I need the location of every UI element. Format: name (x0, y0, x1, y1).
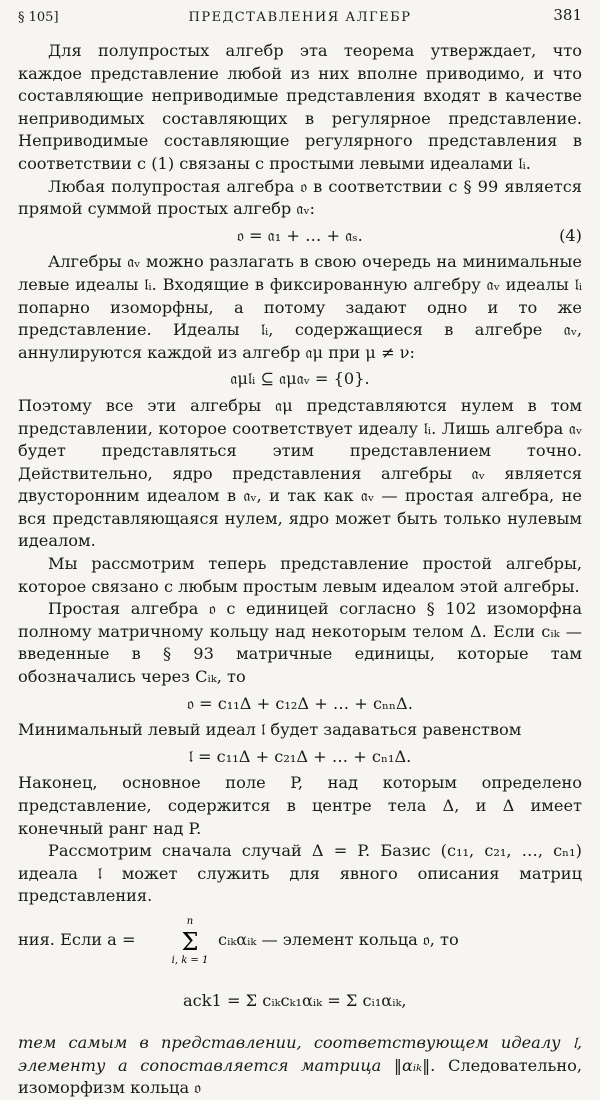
paragraph: Наконец, основное поле P, над которым определено представление, содержится в центре тела Δ, и Δ имеет конечный ранг над P. (18, 773, 582, 838)
formula-sum (18, 972, 582, 1030)
formula: 𝔬 = c₁₁Δ + c₁₂Δ + … + cₙₙΔ. (187, 693, 413, 713)
page-body (18, 40, 582, 1100)
paragraph: Рассмотрим сначала случай Δ = P. Базис (c₁₁, c₂₁, …, cₙ₁) идеала 𝔩 может служить для явного описания матриц представления. (18, 841, 582, 906)
running-title: ПРЕДСТАВЛЕНИЯ АЛГЕБР (188, 10, 412, 25)
paragraph: Алгебры 𝔞ᵥ можно разлагать в свою очередь на минимальные левые идеалы 𝔩ᵢ. Входящие в фиксированную алгебру 𝔞ᵥ идеалы 𝔩ᵢ попарно изоморфны, а потому задают одно и то же представление. Идеалы 𝔩ᵢ, содержащиеся в алгебре 𝔞ᵥ, аннулируются каждой из алгебр 𝔞μ при μ ≠ ν: (18, 252, 582, 362)
paragraph: Минимальный левый идеал 𝔩 будет задаваться равенством (18, 720, 522, 740)
section-ref: § 105] (18, 10, 59, 25)
sum-rest-text: cᵢₖαᵢₖ — элемент кольца 𝔬, то (218, 929, 459, 949)
sigma-symbol: Σ (181, 927, 199, 956)
formula-4 (18, 225, 582, 248)
equation-number: (4) (559, 225, 582, 245)
sum-upper: n (186, 915, 194, 927)
formula-text: ack1 = Σ cᵢₖcₖ₁αᵢₖ = Σ cᵢ₁αᵢₖ, (183, 990, 407, 1010)
formula-text: 𝔬 = 𝔞₁ + … + 𝔞ₛ. (237, 225, 363, 245)
sum-lead-text: ния. Если a = (18, 929, 136, 949)
paragraph: Поэтому все эти алгебры 𝔞μ представляются нулем в том представлении, которое соответствует идеалу 𝔩ᵢ. Лишь алгебра 𝔞ᵥ будет представляться этим представлением точно. Действительно, ядро представления алгебры 𝔞ᵥ является двусторонним идеалом в 𝔞ᵥ, и так как 𝔞ᵥ — простая алгебра, не вся представляющаяся нулем, ядро может быть только нулевым идеалом. (18, 395, 582, 551)
paragraph: Мы рассмотрим теперь представление простой алгебры, которое связано с любым простым левым идеалом этой алгебры. (18, 554, 582, 596)
plain-text: Следовательно, изоморфизм кольца 𝔬 (18, 1055, 582, 1098)
page-number: 381 (553, 6, 582, 24)
formula: 𝔞μ𝔩ᵢ ⊆ 𝔞μ𝔞ᵥ = {0}. (230, 369, 370, 389)
page-header (18, 6, 582, 30)
sum-lower: i, k = 1 (171, 954, 209, 966)
italic-text: тем самым в представлении, соответствующем идеалу 𝔩, элементу a сопоставляется матрица ‖αᵢₖ‖. (18, 1032, 582, 1075)
paragraph (18, 1032, 582, 1100)
sum-line (18, 914, 582, 966)
sum-operator (168, 914, 212, 966)
paragraph: Любая полупростая алгебра 𝔬 в соответствии с § 99 является прямой суммой простых алгебр 𝔞ᵥ: (18, 176, 582, 219)
paragraph: Для полупростых алгебр эта теорема утверждает, что каждое представление любой из них вполне приводимо, и что составляющие неприводимые представления входят в качестве неприводимых составляющих в регулярное представление. Неприводимые составляющие регулярного представления в соответствии с (1) связаны с простыми левыми идеалами 𝔩ᵢ. (18, 41, 582, 173)
formula: 𝔩 = c₁₁Δ + c₂₁Δ + … + cₙ₁Δ. (188, 746, 412, 766)
paragraph: Простая алгебра 𝔬 с единицей согласно § 102 изоморфна полному матричному кольцу над некоторым телом Δ. Если cᵢₖ — введенные в § 93 матричные единицы, которые там обозначались через Cᵢₖ, то (18, 599, 582, 687)
